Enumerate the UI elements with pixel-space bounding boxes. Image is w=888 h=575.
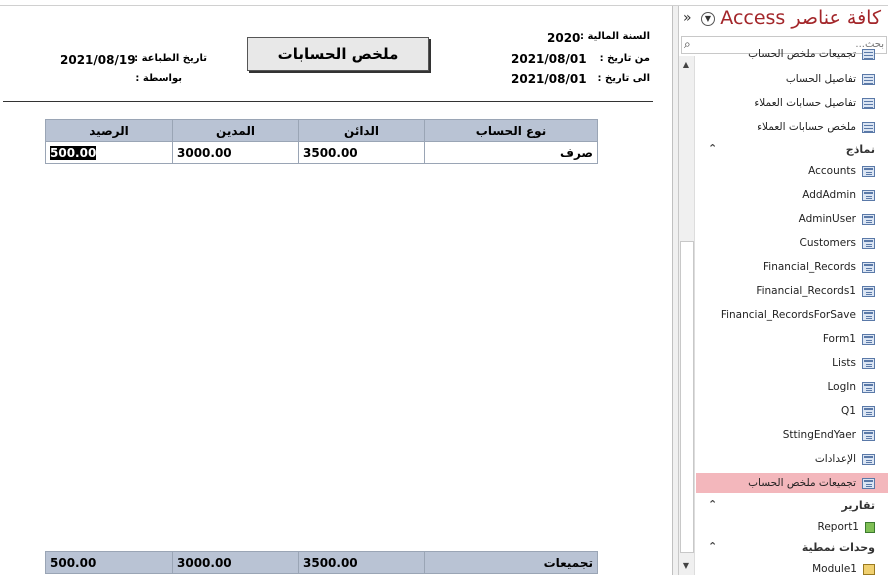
nav-item-query[interactable]: تفاصيل حسابات العملاء	[754, 93, 875, 113]
form-icon	[862, 406, 875, 417]
nav-header	[679, 6, 888, 34]
from-date-label: من تاريخ :	[599, 53, 650, 64]
nav-item-form[interactable]: AdminUser	[799, 209, 875, 229]
col-debit: المدين	[173, 120, 299, 142]
form-icon	[862, 166, 875, 177]
query-icon	[862, 74, 875, 85]
nav-item-query[interactable]: ملخص حسابات العملاء	[757, 117, 875, 137]
chevron-up-icon[interactable]: ⌃	[708, 142, 718, 155]
to-date-label: الى تاريخ :	[597, 73, 650, 84]
nav-item-form[interactable]: Lists	[832, 353, 875, 373]
chevron-down-icon[interactable]: ▼	[701, 12, 715, 26]
nav-item-form[interactable]: LogIn	[827, 377, 875, 397]
nav-item-form[interactable]: الإعدادات	[815, 449, 875, 469]
scroll-down-icon[interactable]: ▼	[682, 561, 690, 570]
form-icon	[862, 454, 875, 465]
nav-item-form[interactable]: Accounts	[808, 161, 875, 181]
balance-cell[interactable]	[46, 142, 173, 164]
report-title: ملخص الحسابات	[247, 37, 429, 71]
nav-item-module[interactable]: Module1	[812, 559, 875, 575]
nav-title[interactable]: كافة عناصر Access	[720, 7, 881, 29]
nav-items	[696, 48, 888, 575]
group-forms[interactable]: نماذج ⌃	[708, 142, 875, 156]
chevron-up-icon[interactable]: ⌃	[708, 540, 718, 553]
total-debit: 3000.00	[173, 552, 299, 574]
form-icon	[862, 214, 875, 225]
totals-label: تجميعات	[425, 552, 598, 574]
total-balance: 500.00	[46, 552, 173, 574]
fiscal-year-label: السنة المالية :	[579, 31, 650, 42]
nav-item-query[interactable]: تجميعات ملخص الحساب	[748, 48, 875, 64]
selected-text: 500.00	[50, 145, 97, 160]
debit-cell: 3000.00	[173, 142, 299, 164]
nav-item-form[interactable]: Financial_RecordsForSave	[721, 305, 875, 325]
form-icon	[862, 190, 875, 201]
account-type-cell: صرف	[425, 142, 598, 164]
print-date-label: تاريخ الطباعة :	[134, 53, 207, 64]
query-icon	[862, 98, 875, 109]
chevron-up-icon[interactable]: ⌃	[708, 498, 718, 511]
navigation-pane	[678, 6, 888, 575]
col-credit: الدائن	[299, 120, 425, 142]
nav-item-form[interactable]: Financial_Records	[763, 257, 875, 277]
col-balance: الرصيد	[46, 120, 173, 142]
nav-item-form[interactable]: Customers	[800, 233, 875, 253]
query-icon	[862, 49, 875, 60]
module-icon	[863, 564, 875, 575]
form-icon	[862, 478, 875, 489]
form-icon	[862, 310, 875, 321]
search-icon[interactable]: ⌕	[684, 37, 691, 51]
form-icon	[862, 238, 875, 249]
table-header	[46, 120, 598, 142]
report-table	[45, 119, 598, 164]
group-reports[interactable]: تقارير ⌃	[708, 498, 875, 512]
from-date-value: 2021/08/01	[511, 52, 587, 66]
nav-item-form[interactable]: SttingEndYaer	[783, 425, 875, 445]
table-row	[46, 142, 598, 164]
report-view	[0, 6, 672, 575]
collapse-pane-icon[interactable]: »	[683, 10, 692, 26]
form-icon	[862, 382, 875, 393]
query-icon	[862, 122, 875, 133]
col-account-type: نوع الحساب	[425, 120, 598, 142]
credit-cell: 3500.00	[299, 142, 425, 164]
nav-item-form[interactable]: Financial_Records1	[756, 281, 875, 301]
nav-scrollbar[interactable]	[679, 56, 695, 575]
total-credit: 3500.00	[299, 552, 425, 574]
scroll-up-icon[interactable]: ▲	[682, 60, 690, 69]
header-divider	[3, 101, 653, 102]
nav-item-form[interactable]: Q1	[841, 401, 875, 421]
scroll-thumb[interactable]	[680, 241, 694, 553]
nav-item-form[interactable]: AddAdmin	[802, 185, 875, 205]
nav-item-form[interactable]: Form1	[823, 329, 875, 349]
form-icon	[862, 262, 875, 273]
group-modules[interactable]: وحدات نمطية ⌃	[708, 540, 875, 554]
form-icon	[862, 430, 875, 441]
fiscal-year-value: 2020	[547, 31, 581, 45]
nav-item-form-selected[interactable]: تجميعات ملخص الحساب	[696, 473, 888, 493]
print-date-value: 2021/08/19	[60, 53, 136, 67]
to-date-value: 2021/08/01	[511, 72, 587, 86]
form-icon	[862, 286, 875, 297]
form-icon	[862, 334, 875, 345]
form-icon	[862, 358, 875, 369]
by-label: بواسطة :	[135, 73, 182, 84]
nav-item-query[interactable]: تفاصيل الحساب	[786, 69, 875, 89]
totals-row	[45, 551, 598, 574]
nav-item-report[interactable]: Report1	[818, 517, 876, 537]
report-icon	[865, 522, 875, 533]
